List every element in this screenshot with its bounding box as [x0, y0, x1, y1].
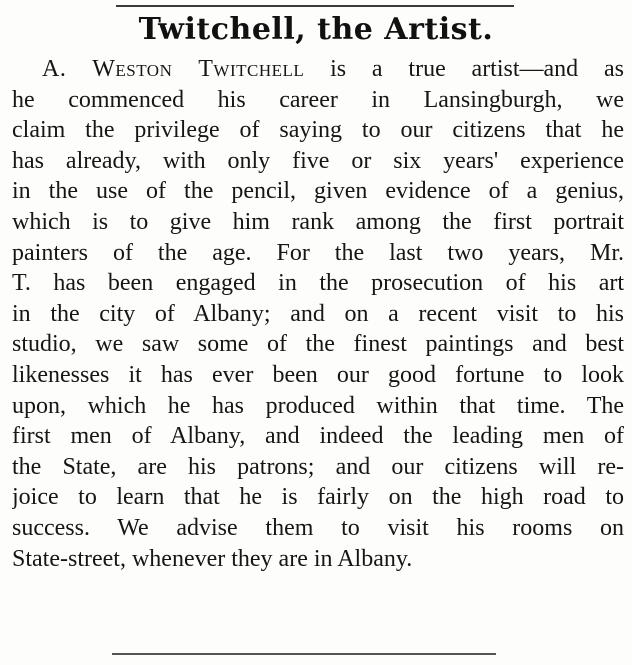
article-line: the State, are his patrons; and our citizens will re- — [12, 453, 624, 480]
article-line: in the use of the pencil, given evidence of a genius, — [12, 178, 624, 205]
article-body — [12, 54, 624, 574]
article-line: first men of Albany, and indeed the leading men of — [12, 423, 624, 450]
article-line: has already, with only five or six years' experience — [12, 147, 624, 174]
article-line: likenesses it has ever been our good fortune to look — [12, 361, 624, 388]
article-line: studio, we saw some of the finest paintings and best — [12, 331, 624, 358]
article-line — [12, 54, 624, 85]
top-divider-rule — [116, 5, 514, 7]
bottom-divider-rule — [112, 653, 496, 655]
artist-name: A. Weston Twitchell — [42, 56, 305, 82]
article-line: success. We advise them to visit his rooms on — [12, 514, 624, 541]
article-headline: Twitchell, the Artist. — [138, 12, 494, 47]
article-line: in the city of Albany; and on a recent visit to his — [12, 300, 624, 327]
article-line: painters of the age. For the last two years, Mr. — [12, 239, 624, 266]
article-line: joice to learn that he is fairly on the high road to — [12, 484, 624, 511]
article-line: claim the privilege of saying to our citizens that he — [12, 117, 624, 144]
article-line: which is to give him rank among the first portrait — [12, 208, 624, 235]
article-line-text: is a true artist—and as — [304, 56, 624, 82]
article-line: State-street, whenever they are in Albany. — [12, 545, 413, 572]
article-line: T. has been engaged in the prosecution of his art — [12, 270, 624, 297]
article-line: upon, which he has produced within that time. The — [12, 392, 624, 419]
article-line: he commenced his career in Lansingburgh, we — [12, 86, 624, 113]
